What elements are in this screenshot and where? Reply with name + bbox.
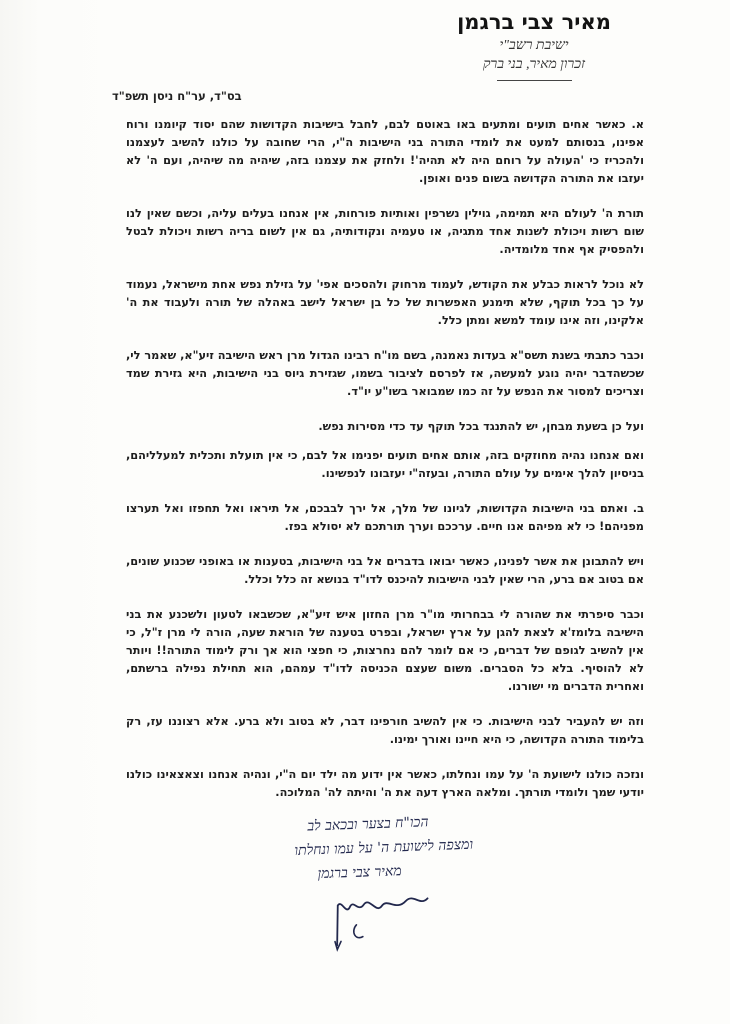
paragraph-3: לא נוכל לראות כבלע את הקודש, לעמוד מרחוק ולהסכים אפי' על גזילת נפש אחת מישראל, נעמוד על כך בכל תוקף, שלא תימנע האפשרות של כל בן ישראל לישב באהלה של תורה ולעבוד את ה' אלקינו, וזה אינו עומד למשא ומתן כלל. <box>126 278 644 327</box>
letter-body <box>126 116 644 819</box>
paragraph-11: ונזכה כולנו לישועת ה' על עמו ונחלתו, כאשר אין ידוע מה ילד יום ה"י, ונהיה אנחנו וצאצאינו כולנו יודעי שמך ולומדי תורתך. ומלאה הארץ דעה את ה' והיתה לה' המלוכה. <box>126 768 644 799</box>
paragraph-7: ב. ואתם בני הישיבות הקדושות, לגיונו של מלך, אל ירך לבבכם, אל תיראו ואל תחפזו ואל תערצו מפניהם! כי לא מפיהם אנו חיים. ערככם וערך תורתכם לא יסולא בפז. <box>126 502 644 533</box>
handwritten-line-2: ומצפה לישועת ה' על עמו ונחלתו <box>294 836 474 859</box>
letterhead <box>424 8 644 81</box>
handwritten-line-1: הכו"ח בצער ובכאב לב <box>307 814 429 835</box>
paragraph-5: ועל כן בשעת מבחן, יש להתנגד בכל תוקף עד כדי מסירות נפש. <box>318 420 644 433</box>
letter-date: בס"ד, ער"ח ניסן תשפ"ד <box>112 89 242 103</box>
paragraph-2: תורת ה' לעולם היא תמימה, גוילין נשרפין ואותיות פורחות, אין אנחנו בעלים עליה, וכשם שאין לנו שום רשות ויכולת לשנות אחד מתגיה, או טעמיה ונקודותיה, גם אין לשום בריה רשות ויכולת לבטל ולהפסיק אף אחד מלומדיה. <box>126 207 644 256</box>
paragraph-9: וכבר סיפרתי את שהורה לי בבחרותי מו"ר מרן החזון איש זיע"א, שכשבאו לטעון ולשכנע את בני הישיבה בלומז'א לצאת להגן על ארץ ישראל, ובפרט בטענה של הוראת שעה, הורה לי מרן ז"ל, כי אין להשיב לגופם של דברים, כי אם לומר להם נחרצות, כי חפצי הוא אך ורק לימוד התורה!! ויותר לא להוסיף. בלא כל הסברים. משום שעצם הכניסה לדו"ד עמהם, הוא תחילת נפילה ברשתם, ואחרית הדברים מי ישורנו. <box>126 608 644 693</box>
paragraph-1: א. כאשר אחים תועים ומתעים באו באוטם לבם, לחבל בישיבות הקדושות שהם יסוד קיומנו ורוח אפינו, בנסותם למעט את לומדי התורה בני הישיבות ה"י, הרי שחובה על כולנו להשיב לעצמנו ולהכריז כי 'העולה על רוחם היה לא תהיה'! ולחזק את עצמנו בזה, שיהיה מה שיהיה, ועם ה' לא יעזבו את התורה הקדושה בשום פנים ואופן. <box>126 118 644 185</box>
letterhead-address: זכרון מאיר, בני ברק <box>482 57 586 72</box>
letterhead-institution: ישיבת רשב"י <box>499 38 569 53</box>
letterhead-name: מאיר צבי ברגמן <box>457 10 611 34</box>
letterhead-divider <box>497 80 572 81</box>
paragraph-8: ויש להתבונן את אשר לפנינו, כאשר יבואו בדברים אל בני הישיבות, בטענות או באופני שכנוע שונים, אם בטוב אם ברע, הרי שאין לבני הישיבות להיכנס לדו"ד בנושא זה כלל וכלל. <box>126 555 644 586</box>
paragraph-4: וכבר כתבתי בשנת תשס"א בעדות נאמנה, בשם מו"ח רבינו הגדול מרן ראש הישיבה זיע"א, שאמר לי, שכשהדבר יהיה נוגע למעשה, אז לפרסם לציבור בשמו, שגזירת גיוס בני הישיבות, היא גזירת שמד וצריכים למסור את הנפש על זה כמו שמבואר בשו"ע יו"ד. <box>126 349 644 398</box>
handwritten-line-3: מאיר צבי ברגמן <box>317 863 402 883</box>
signature-scribble-icon <box>315 882 447 956</box>
handwritten-closing <box>253 808 508 959</box>
paragraph-6: ואם אנחנו נהיה מחוזקים בזה, אותם אחים תועים יפנימו אל לבם, כי אין תועלת ותכלית למעלליהם, בניסיון להלך אימים על עולם התורה, ובעזה"י יעזבונו לנפשינו. <box>126 449 644 480</box>
paragraph-10: וזה יש להעביר לבני הישיבות. כי אין להשיב חורפינו דבר, לא בטוב ולא ברע. אלא רצוננו עז, רק בלימוד התורה הקדושה, כי היא חיינו ואורך ימינו. <box>126 715 644 746</box>
